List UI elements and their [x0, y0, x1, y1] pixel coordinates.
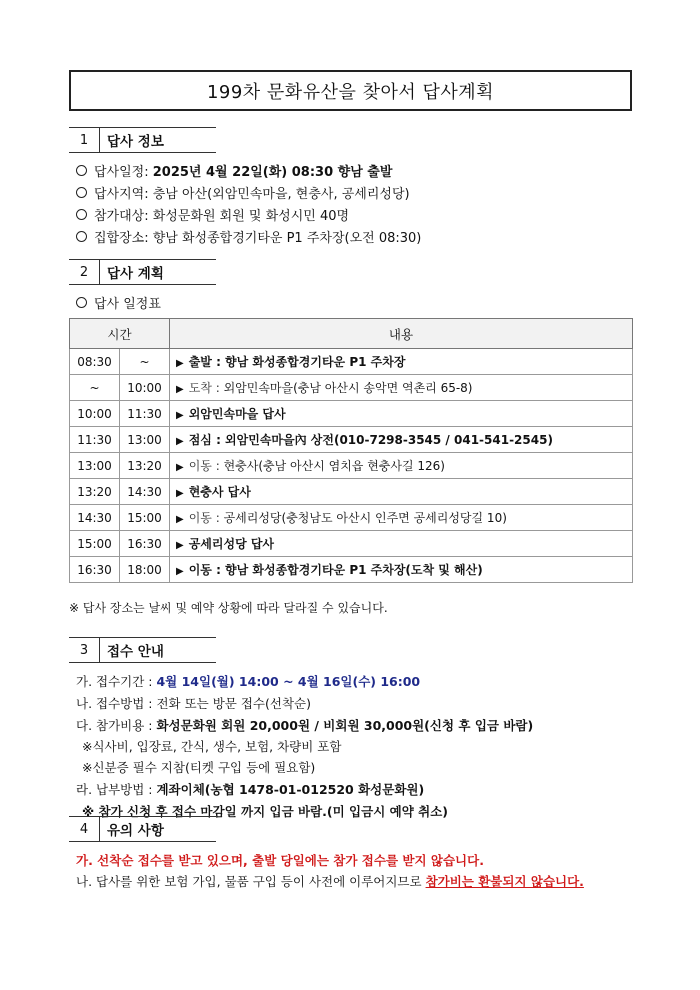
table-row: [70, 349, 633, 375]
fee-note-2: ※신분증 필수 지참(티켓 구입 등에 필요함): [82, 760, 316, 775]
table-row: [70, 453, 633, 479]
row-start-time: 11:30: [70, 427, 120, 453]
row-end-time: 13:00: [120, 427, 170, 453]
row-text: 향남 화성종합경기타운 P1 주차장(도착 및 해산): [225, 563, 483, 577]
row-text: 외암민속마을內 상전(010-7298-3545 / 041-541-2545): [225, 433, 553, 447]
fee-note-1: ※식사비, 입장료, 간식, 생수, 보험, 차량비 포함: [82, 739, 342, 754]
circle-bullet-icon: [76, 209, 87, 220]
reception-payment: 라. 납부방법 : 계좌이체(농협 1478-01-012520 화성문화원): [76, 782, 425, 797]
row-content: [170, 427, 633, 453]
caution-line-2: 나. 답사를 위한 보험 가입, 물품 구입 등이 사전에 이루어지므로 참가비는 환불되지 않습니다.: [76, 874, 584, 889]
row-text: 향남 화성종합경기타운 P1 주차장: [225, 355, 406, 369]
reception-period: 가. 접수기간 : 4월 14일(월) 14:00 ~ 4월 16일(수) 16:00: [76, 674, 421, 689]
row-content: [170, 531, 633, 557]
circle-bullet-icon: [76, 297, 87, 308]
row-end-time: 14:30: [120, 479, 170, 505]
table-row: [70, 531, 633, 557]
section-header-1: [69, 127, 216, 153]
section-number: 4: [69, 816, 100, 842]
row-end-time: 13:20: [120, 453, 170, 479]
triangle-bullet-icon: ▶: [176, 540, 184, 551]
row-content: [170, 375, 633, 401]
section-header-4: [69, 816, 216, 842]
section-label: 답사 정보: [107, 134, 164, 150]
row-text: 현충사(충남 아산시 염치읍 현충사길 126): [223, 459, 445, 473]
table-row: [70, 505, 633, 531]
section-header-3: [69, 637, 216, 663]
schedule-table: [69, 318, 633, 583]
col-header-content: 내용: [170, 319, 633, 349]
row-prefix: 도착 :: [188, 381, 224, 395]
row-start-time: 13:00: [70, 453, 120, 479]
section-number: 3: [69, 637, 100, 663]
row-text: 공세리성당(충청남도 아산시 인주면 공세리성당길 10): [223, 511, 507, 525]
row-content: [170, 349, 633, 375]
row-content: [170, 479, 633, 505]
info-item-region: 답사지역: 충남 아산(외암민속마을, 현충사, 공세리성당): [76, 183, 410, 202]
section-header-2: [69, 259, 216, 285]
triangle-bullet-icon: ▶: [176, 358, 184, 369]
info-item-date: 답사일정: 2025년 4월 22일(화) 08:30 향남 출발: [76, 161, 392, 180]
row-content: [170, 453, 633, 479]
triangle-bullet-icon: ▶: [176, 462, 184, 473]
payment-note: ※ 참가 신청 후 접수 마감일 까지 입금 바람.(미 입금시 예약 취소): [82, 804, 448, 819]
row-end-time: 16:30: [120, 531, 170, 557]
row-end-time: 11:30: [120, 401, 170, 427]
section-number: 2: [69, 259, 100, 285]
row-prefix: 점심 :: [188, 433, 226, 447]
row-text: 외암민속마을 답사: [188, 407, 286, 421]
info-item-meeting: 집합장소: 향남 화성종합경기타운 P1 주차장(오전 08:30): [76, 227, 421, 246]
triangle-bullet-icon: ▶: [176, 566, 184, 577]
circle-bullet-icon: [76, 165, 87, 176]
row-prefix: 이동 :: [188, 563, 226, 577]
row-end-time: ~: [120, 349, 170, 375]
row-end-time: 10:00: [120, 375, 170, 401]
row-start-time: 16:30: [70, 557, 120, 583]
row-start-time: 10:00: [70, 401, 120, 427]
circle-bullet-icon: [76, 231, 87, 242]
row-start-time: 13:20: [70, 479, 120, 505]
row-start-time: 08:30: [70, 349, 120, 375]
reception-method: 나. 접수방법 : 전화 또는 방문 접수(선착순): [76, 696, 311, 711]
section-label: 유의 사항: [107, 823, 164, 839]
section-label: 답사 계획: [107, 266, 164, 282]
row-end-time: 18:00: [120, 557, 170, 583]
row-text: 현충사 답사: [188, 485, 251, 499]
table-row: [70, 479, 633, 505]
col-header-time: 시간: [70, 319, 170, 349]
triangle-bullet-icon: ▶: [176, 436, 184, 447]
row-content: [170, 401, 633, 427]
row-content: [170, 505, 633, 531]
row-start-time: 15:00: [70, 531, 120, 557]
info-item-target: 참가대상: 화성문화원 회원 및 화성시민 40명: [76, 205, 349, 224]
caution-line-1: 가. 선착순 접수를 받고 있으며, 출발 당일에는 참가 접수를 받지 않습니다.: [76, 853, 484, 868]
section-label: 접수 안내: [107, 644, 164, 660]
triangle-bullet-icon: ▶: [176, 410, 184, 421]
table-row: [70, 401, 633, 427]
triangle-bullet-icon: ▶: [176, 488, 184, 499]
row-text: 외암민속마을(충남 아산시 송악면 역촌리 65-8): [223, 381, 473, 395]
table-row: [70, 427, 633, 453]
row-prefix: 출발 :: [188, 355, 226, 369]
row-prefix: 이동 :: [188, 459, 224, 473]
row-prefix: 이동 :: [188, 511, 224, 525]
triangle-bullet-icon: ▶: [176, 384, 184, 395]
row-text: 공세리성당 답사: [188, 537, 275, 551]
schedule-note: ※ 답사 장소는 날씨 및 예약 상황에 따라 달라질 수 있습니다.: [69, 601, 388, 615]
row-start-time: ~: [70, 375, 120, 401]
reception-fee: 다. 참가비용 : 화성문화원 회원 20,000원 / 비회원 30,000원(신청 후 입금 바람): [76, 718, 534, 733]
row-end-time: 15:00: [120, 505, 170, 531]
row-start-time: 14:30: [70, 505, 120, 531]
schedule-label: 답사 일정표: [76, 293, 161, 312]
circle-bullet-icon: [76, 187, 87, 198]
row-content: [170, 557, 633, 583]
table-row: [70, 557, 633, 583]
table-row: [70, 375, 633, 401]
document-title: 199차 문화유산을 찾아서 답사계획: [69, 70, 632, 111]
triangle-bullet-icon: ▶: [176, 514, 184, 525]
section-number: 1: [69, 127, 100, 153]
